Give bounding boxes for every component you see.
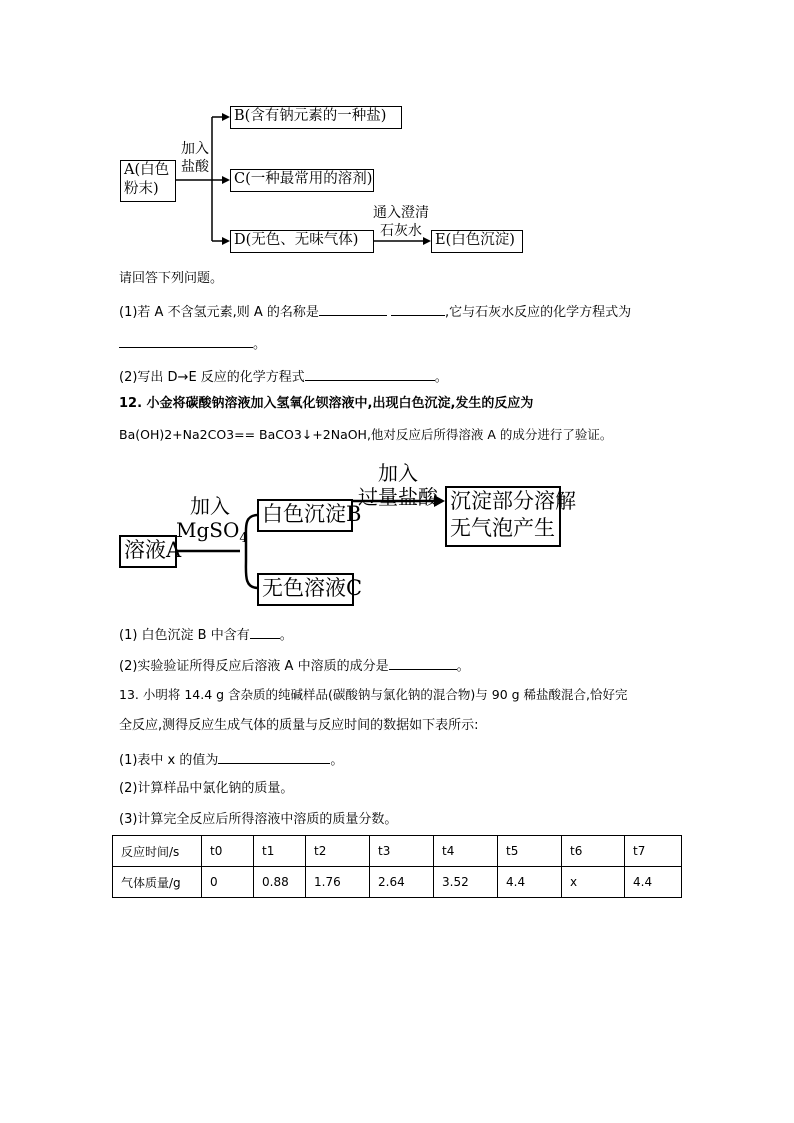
reagent-label-hcl-excess: 加入 过量盐酸 xyxy=(358,461,438,509)
table-cell: 1.76 xyxy=(306,867,370,898)
table-cell: t2 xyxy=(306,836,370,867)
table-row xyxy=(113,836,682,867)
box-d: D(无色、无味气体) xyxy=(230,230,374,253)
table-cell: 反应时间/s xyxy=(113,836,202,867)
table-cell: t6 xyxy=(562,836,625,867)
box-result: 沉淀部分溶解 无气泡产生 xyxy=(445,486,561,547)
reagent-label-hcl: 加入 盐酸 xyxy=(181,141,209,175)
table-cell: t1 xyxy=(254,836,306,867)
box-a-line-2: 粉末) xyxy=(124,181,159,197)
table-cell: t0 xyxy=(202,836,254,867)
table-cell: t3 xyxy=(370,836,434,867)
box-e: E(白色沉淀) xyxy=(431,230,523,253)
table-cell: t5 xyxy=(498,836,562,867)
q12-part-2: (2)实验验证所得反应后溶液 A 中溶质的成分是 。 xyxy=(119,655,470,676)
q12-intro-line-2: Ba(OH)2+Na2CO3== BaCO3↓+2NaOH,他对反应后所得溶液 A 的成分进行了验证。 xyxy=(119,427,613,442)
box-precipitate-b: 白色沉淀B xyxy=(257,499,353,532)
table-cell: 2.64 xyxy=(370,867,434,898)
q13-part-2: (2)计算样品中氯化钠的质量。 xyxy=(119,781,294,796)
box-a-line-1: A(白色 xyxy=(124,162,170,178)
table-cell: 4.4 xyxy=(498,867,562,898)
q13-part-3: (3)计算完全反应后所得溶液中溶质的质量分数。 xyxy=(119,812,398,827)
q11-part-1: (1)若 A 不含氢元素,则 A 的名称是 ,它与石灰水反应的化学方程式为 xyxy=(119,301,631,322)
table-cell: 0.88 xyxy=(254,867,306,898)
q13-intro-line-2: 全反应,测得反应生成气体的质量与反应时间的数据如下表所示: xyxy=(119,718,479,733)
box-b: B(含有钠元素的一种盐) xyxy=(230,106,402,129)
q13-intro-line-1: 13. 小明将 14.4 g 含杂质的纯碱样品(碳酸钠与氯化钠的混合物)与 90 g 稀盐酸混合,恰好完 xyxy=(119,687,628,702)
box-solution-a: 溶液A xyxy=(119,535,177,568)
q11-part-1-equation: 。 xyxy=(119,333,266,354)
table-cell: 4.4 xyxy=(625,867,682,898)
q11-prompt: 请回答下列问题。 xyxy=(119,271,224,286)
reagent-label-mgso4: 加入 MgSO$_4$ xyxy=(176,494,248,546)
table-cell: x xyxy=(562,867,625,898)
box-c: C(一种最常用的溶剂) xyxy=(230,169,374,192)
answer-blank[interactable] xyxy=(250,624,280,639)
answer-blank[interactable] xyxy=(389,655,457,670)
q12-intro-line-1: 12. 小金将碳酸钠溶液加入氢氧化钡溶液中,出现白色沉淀,发生的反应为 xyxy=(119,396,534,411)
table-cell: t4 xyxy=(434,836,498,867)
box-solution-c: 无色溶液C xyxy=(257,573,354,606)
table-cell: t7 xyxy=(625,836,682,867)
q12-part-1: (1) 白色沉淀 B 中含有 。 xyxy=(119,624,293,645)
q11-part-2: (2)写出 D→E 反应的化学方程式 。 xyxy=(119,366,448,387)
reagent-label-limewater: 通入澄清 石灰水 xyxy=(373,205,429,239)
table-cell: 气体质量/g xyxy=(113,867,202,898)
data-table xyxy=(112,835,682,898)
answer-blank[interactable] xyxy=(218,749,330,764)
q13-part-1: (1)表中 x 的值为 。 xyxy=(119,749,343,770)
table-cell: 3.52 xyxy=(434,867,498,898)
table-cell: 0 xyxy=(202,867,254,898)
table-row xyxy=(113,867,682,898)
